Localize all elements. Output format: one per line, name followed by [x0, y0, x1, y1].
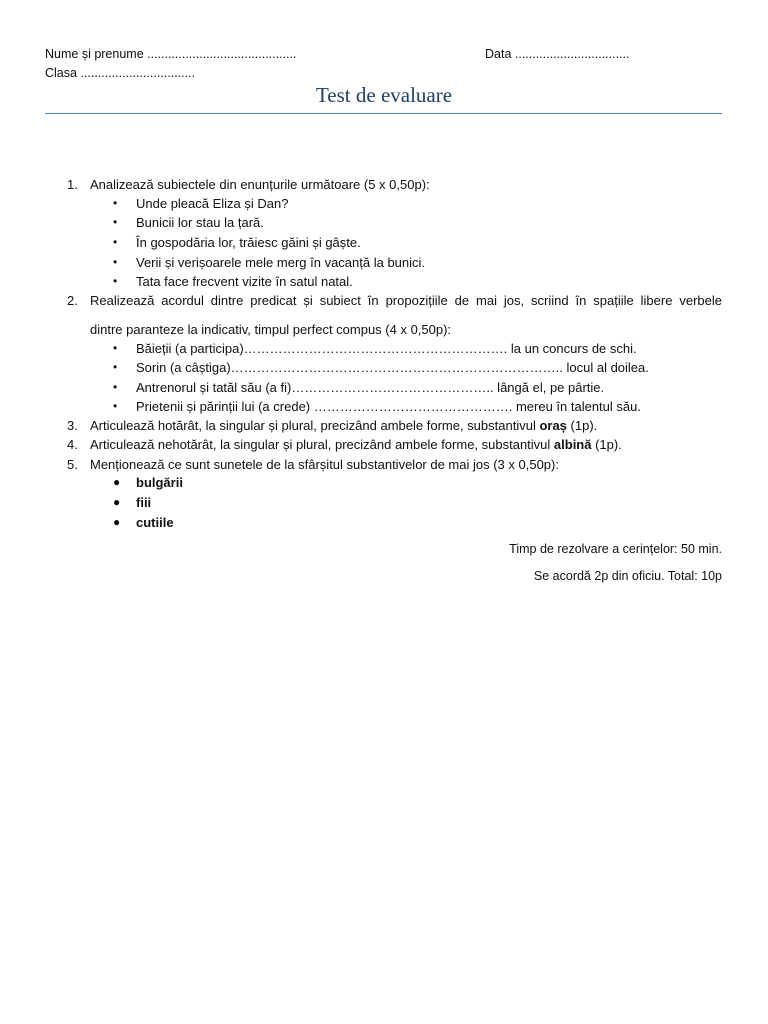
question-number: 4.	[67, 437, 78, 452]
list-item-text: Unde pleacă Eliza și Dan?	[136, 196, 289, 211]
list-item-text: Sorin (a câștiga)………………………………………………………………….. locul al doilea.	[136, 360, 649, 375]
question-number: 5.	[67, 457, 78, 472]
title-divider	[45, 113, 722, 114]
bullet-icon: •	[113, 235, 118, 249]
question-text-part: (1p).	[566, 418, 598, 433]
highlighted-word: oraș	[539, 418, 567, 433]
bullet-icon: •	[113, 360, 118, 374]
question-text	[90, 418, 597, 433]
question-number: 1.	[67, 177, 78, 192]
question-text: dintre paranteze la indicativ, timpul perfect compus (4 x 0,50p):	[90, 322, 452, 337]
page-title: Test de evaluare	[315, 83, 453, 107]
bullet-icon: ●	[113, 515, 121, 529]
question-text: Realizează acordul dintre predicat și subiect în propozițiile de mai jos, scriind în spațiile libere verbele	[90, 293, 722, 308]
class-field: Clasa .................................	[45, 66, 196, 80]
list-item-text: bulgării	[136, 475, 183, 490]
bullet-icon: ●	[113, 475, 121, 489]
name-field: Nume și prenume ...........................................	[45, 47, 297, 61]
bullet-icon: •	[113, 196, 118, 210]
bullet-icon: •	[113, 274, 118, 288]
bullet-icon: •	[113, 380, 118, 394]
bullet-icon: •	[113, 341, 118, 355]
list-item-text: fiii	[136, 495, 152, 510]
question-text: Analizează subiectele din enunțurile următoare (5 x 0,50p):	[90, 177, 430, 192]
bullet-icon: •	[113, 399, 118, 413]
question-number: 3.	[67, 418, 78, 433]
question-text: Menționează ce sunt sunetele de la sfârșitul substantivelor de mai jos (3 x 0,50p):	[90, 457, 559, 472]
bullet-icon: •	[113, 215, 118, 229]
bullet-icon: •	[113, 255, 118, 269]
list-item-text: Tata face frecvent vizite în satul natal.	[136, 274, 353, 289]
question-text-part: Articulează nehotărât, la singular și plural, precizând ambele forme, substantivul	[90, 437, 554, 452]
date-field: Data .................................	[485, 47, 630, 61]
list-item-text: cutiile	[136, 515, 174, 530]
list-item-text: Bunicii lor stau la țară.	[136, 215, 264, 230]
time-note: Timp de rezolvare a cerințelor: 50 min.	[509, 542, 722, 556]
bullet-icon: ●	[113, 495, 121, 509]
list-item-text: Verii și verișoarele mele merg în vacanță la bunici.	[136, 255, 426, 270]
question-text-part: (1p).	[591, 437, 622, 452]
question-number: 2.	[67, 293, 78, 308]
question-text	[90, 437, 622, 452]
list-item-text: Antrenorul și tatăl său (a fi)……………………………………….. lângă el, pe pârtie.	[136, 380, 605, 395]
list-item-text: Prietenii și părinții lui (a crede) ………………………………………. mereu în talentul său.	[136, 399, 641, 414]
question-text-part: Articulează hotărât, la singular și plural, precizând ambele forme, substantivul	[90, 418, 540, 433]
points-note: Se acordă 2p din oficiu. Total: 10p	[533, 569, 722, 583]
list-item-text: În gospodăria lor, trăiesc găini și gâște.	[136, 235, 361, 250]
list-item-text: Băieții (a participa)……………………………………………………. la un concurs de schi.	[136, 341, 637, 356]
highlighted-word: albină	[553, 437, 592, 452]
